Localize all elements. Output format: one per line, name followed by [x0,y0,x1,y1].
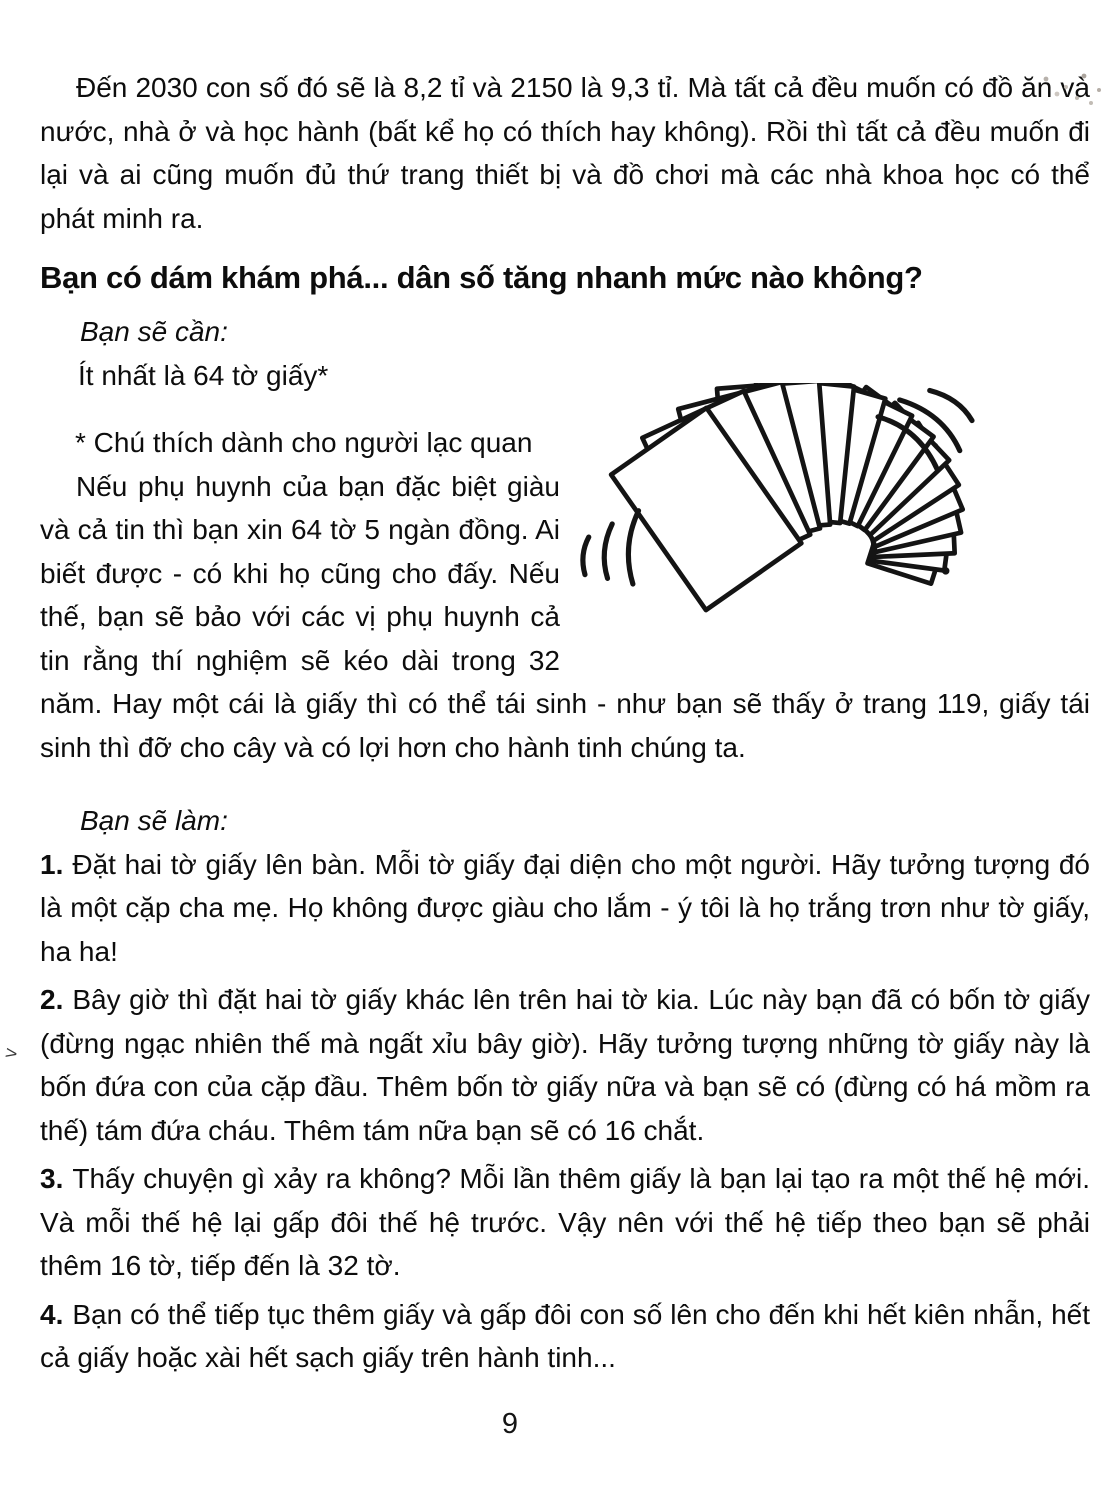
scan-speckles [1035,66,1037,68]
step-3-text: Thấy chuyện gì xảy ra không? Mỗi lần thêm giấy là bạn lại tạo ra một thế hệ mới. Và mỗi thế hệ lại gấp đôi thế hệ trước. Vậy nên với thế hệ tiếp theo bạn sẽ phải thêm 16 tờ, tiếp đến là 32 tờ. [40,1163,1090,1281]
section-heading: Bạn có dám khám phá... dân số tăng nhanh mức nào không? [40,260,923,295]
page-number: 9 [501,1408,519,1440]
step-1-number: 1. [40,848,64,880]
step-4-number: 4. [40,1298,64,1330]
footnote-section [40,421,1090,769]
footnote-title: * Chú thích dành cho người lạc quan [75,427,533,458]
step-4-text: Bạn có thể tiếp tục thêm giấy và gấp đôi con số lên cho đến khi hết kiên nhẫn, hết cả giấy hoặc xài hết sạch giấy trên hành tinh... [40,1298,1090,1373]
steps-label: Bạn sẽ làm: [80,805,228,836]
step-1 [40,843,1090,974]
needs-label: Bạn sẽ cần: [80,316,228,347]
step-2 [40,978,1090,1152]
step-3 [40,1157,1090,1288]
step-2-number: 2. [40,984,64,1015]
fan-pivot-dot [942,567,950,575]
margin-mark: > [3,1042,19,1065]
fan-sheets [611,383,963,610]
step-3-number: 3. [40,1163,64,1194]
intro-paragraph: Đến 2030 con số đó sẽ là 8,2 tỉ và 2150 là 9,3 tỉ. Mà tất cả đều muốn có đồ ăn và nước, nhà ở và học hành (bất kể họ có thích hay không). Rồi thì tất cả đều muốn đi lại và ai cũng muốn đủ thứ trang thiết bị và đồ chơi mà các nhà khoa học có thể phát minh ra. [40,72,1090,234]
step-4 [40,1293,1090,1380]
footnote-body: Nếu phụ huynh của bạn đặc biệt giàu và cả tin thì bạn xin 64 tờ 5 ngàn đồng. Ai biết được - có khi họ cũng cho đấy. Nếu thế, bạn sẽ bảo với các vị phụ huynh cả tin rằng thí nghiệm sẽ kéo dài trong 32 năm. Hay một cái là giấy thì có thể tái sinh - như bạn sẽ thấy ở trang 119, giấy tái sinh thì đỡ cho cây và có lợi hơn cho hành tinh chúng ta. [40,470,1090,763]
paper-fan-illustration [560,383,1090,631]
step-2-text: Bây giờ thì đặt hai tờ giấy khác lên trên hai tờ kia. Lúc này bạn đã có bốn tờ giấy (đừng ngạc nhiên thế mà ngất xỉu bây giờ). Hãy tưởng tượng những tờ giấy này là bốn đứa con của cặp đầu. Thêm bốn tờ giấy nữa và bạn sẽ có (đừng có há mồm ra thế) tám đứa cháu. Thêm tám nữa bạn sẽ có 16 chắt. [40,984,1090,1146]
step-1-text: Đặt hai tờ giấy lên bàn. Mỗi tờ giấy đại diện cho một người. Hãy tưởng tượng đó là một cặp cha mẹ. Họ không được giàu cho lắm - ý tôi là họ trắng trơn như tờ giấy, ha ha! [40,848,1090,967]
motion-lines-bottom-left [583,511,639,584]
needs-item: Ít nhất là 64 tờ giấy* [78,359,329,391]
